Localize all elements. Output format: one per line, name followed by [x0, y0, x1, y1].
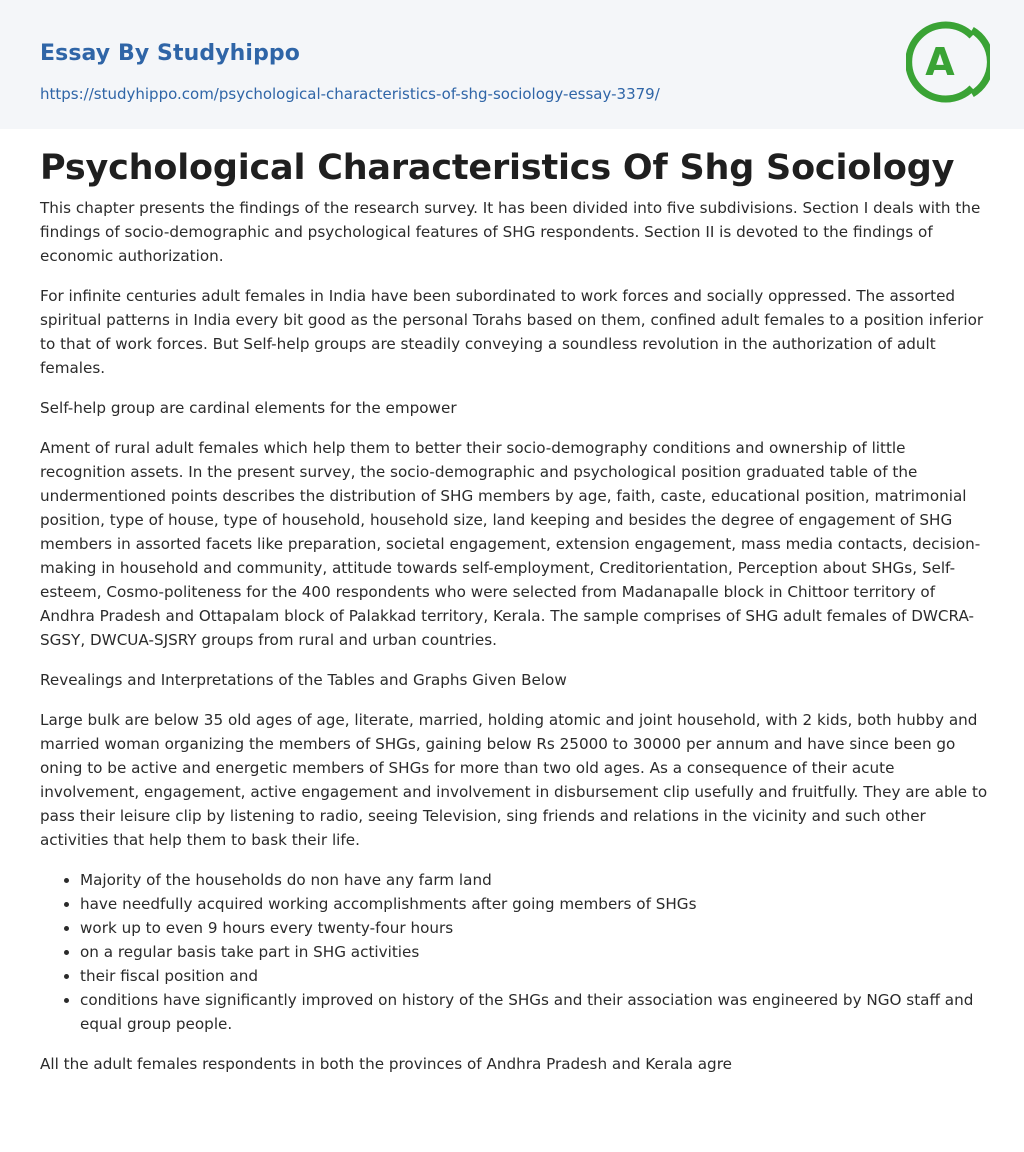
paragraph-closing: All the adult females respondents in both the provinces of Andhra Pradesh and Kerala agre	[40, 1055, 732, 1073]
paragraph-intro: This chapter presents the findings of the research survey. It has been divided into five subdivisions. Section I deals with the findings of socio-demographic and psychological features of SHG respondents. Section II is devoted to the findings of economic authorization.	[40, 199, 981, 265]
paragraph-history: For infinite centuries adult females in India have been subordinated to work forces and socially oppressed. The assorted spiritual patterns in India every bit good as the personal Torahs based on them, confined adult females to a position inferior to that of work forces. But Self-help groups are steadily conveying a soundless revolution in the authorization of adult females.	[40, 287, 984, 377]
list-item: • work up to even 9 hours every twenty-four hours	[80, 916, 990, 940]
brand-title[interactable]: Essay By Studyhippo	[40, 41, 300, 66]
paragraph-survey: Ament of rural adult females which help them to better their socio-demography conditions and ownership of little recognition assets. In the present survey, the socio-demographic and psychological position graduated table of the undermentioned points describes the distribution of SHG members by age, faith, caste, educational position, matrimonial position, type of house, type of household, household size, land keeping and besides the degree of engagement of SHG members in assorted facets like preparation, societal engagement, extension engagement, mass media contacts, decision-making in household and community, attitude towards self-employment, Creditorientation, Perception about SHGs, Self-esteem, Cosmo-politeness for the 400 respondents who were selected from Madanapalle block in Chittoor territory of Andhra Pradesh and Ottapalam block of Palakkad territory, Kerala. The sample comprises of SHG adult females of DWCRA-SGSY, DWCUA-SJSRY groups from rural and urban countries.	[40, 439, 981, 649]
paragraph-self-help: Self-help group are cardinal elements for the empower	[40, 399, 457, 417]
list-item: • have needfully acquired working accomplishments after going members of SHGs	[80, 892, 990, 916]
article-body	[40, 140, 990, 1092]
logo-letter: A	[925, 40, 955, 84]
list-item: • their fiscal position and	[80, 964, 990, 988]
findings-list	[40, 868, 990, 1036]
site-header	[0, 0, 1024, 129]
essay-url-link[interactable]: https://studyhippo.com/psychological-characteristics-of-shg-sociology-essay-3379/	[40, 85, 660, 103]
list-item: • on a regular basis take part in SHG activities	[80, 940, 990, 964]
paragraph-findings: Large bulk are below 35 old ages of age, literate, married, holding atomic and joint household, with 2 kids, both hubby and married woman organizing the members of SHGs, gaining below Rs 25000 to 30000 per annum and have since been go oning to be active and energetic members of SHGs for more than two old ages. As a consequence of their acute involvement, engagement, active engagement and involvement in disbursement clip usefully and fruitfully. They are able to pass their leisure clip by listening to radio, seeing Television, sing friends and relations in the vicinity and such other activities that help them to bask their life.	[40, 711, 988, 849]
list-item: • conditions have significantly improved on history of the SHGs and their association was engineered by NGO staff and equal group people.	[80, 988, 990, 1036]
article-title: Psychological Characteristics Of Shg Sociology	[40, 148, 955, 188]
list-item: • Majority of the households do non have any farm land	[80, 868, 990, 892]
paragraph-revealings-heading: Revealings and Interpretations of the Tables and Graphs Given Below	[40, 671, 567, 689]
studyhippo-logo-icon[interactable]	[906, 18, 990, 106]
